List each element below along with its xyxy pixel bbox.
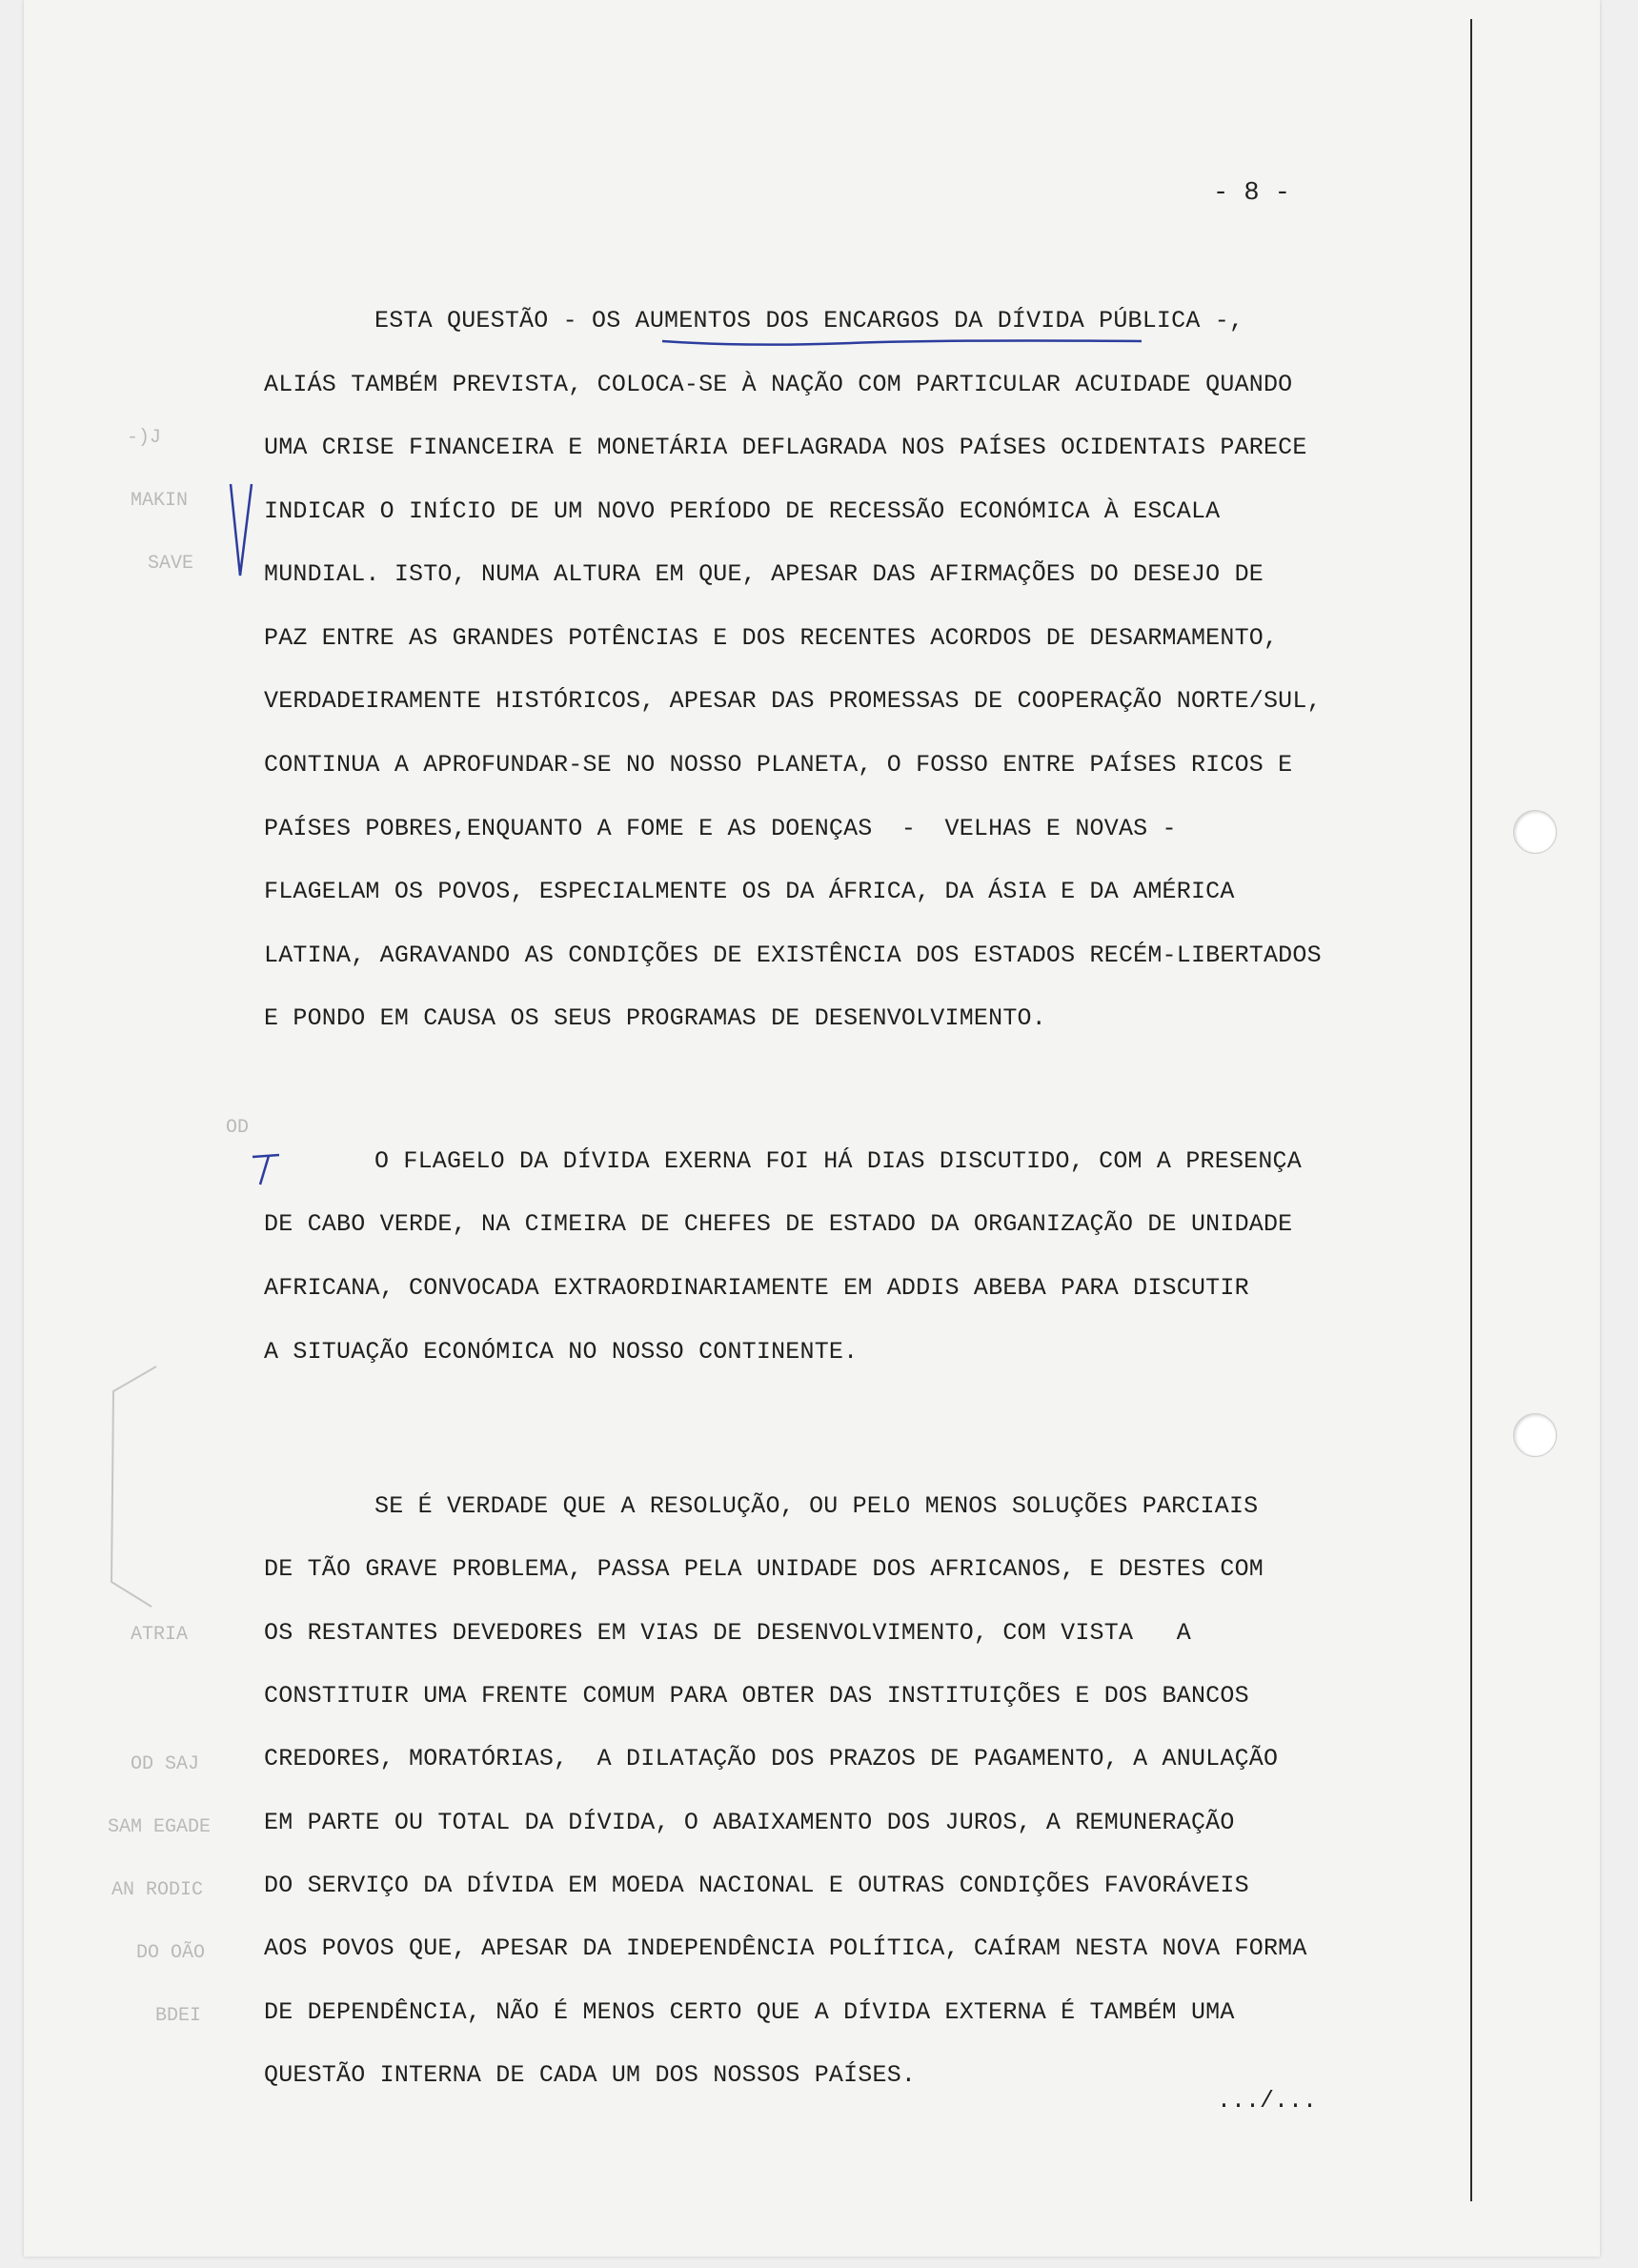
page-number: - 8 - — [1213, 179, 1291, 208]
text-line: UMA CRISE FINANCEIRA E MONETÁRIA DEFLAGRADA NOS PAÍSES OCIDENTAIS PARECE — [264, 434, 1307, 461]
handwritten-paragraph-mark-icon — [250, 1151, 282, 1187]
text-line: DE DEPENDÊNCIA, NÃO É MENOS CERTO QUE A DÍVIDA EXTERNA É TAMBÉM UMA — [264, 1998, 1235, 2026]
text-line: ALIÁS TAMBÉM PREVISTA, COLOCA-SE À NAÇÃO COM PARTICULAR ACUIDADE QUANDO — [264, 371, 1293, 398]
margin-fragment: DO OÃO — [136, 1942, 206, 1964]
text-line: AFRICANA, CONVOCADA EXTRAORDINARIAMENTE EM ADDIS ABEBA PARA DISCUTIR — [264, 1274, 1249, 1302]
text-line: EM PARTE OU TOTAL DA DÍVIDA, O ABAIXAMENTO DOS JUROS, A REMUNERAÇÃO — [264, 1809, 1235, 1836]
margin-fragment: SAM EGADE — [108, 1816, 212, 1838]
text-line: SE É VERDADE QUE A RESOLUÇÃO, OU PELO MENOS SOLUÇÕES PARCIAIS — [374, 1492, 1259, 1520]
text-line: MUNDIAL. ISTO, NUMA ALTURA EM QUE, APESAR DAS AFIRMAÇÕES DO DESEJO DE — [264, 560, 1264, 588]
margin-fragment: -)J — [127, 427, 162, 449]
text-line: AOS POVOS QUE, APESAR DA INDEPENDÊNCIA POLÍTICA, CAÍRAM NESTA NOVA FORMA — [264, 1934, 1307, 1962]
text-line: CONSTITUIR UMA FRENTE COMUM PARA OBTER DAS INSTITUIÇÕES E DOS BANCOS — [264, 1682, 1249, 1710]
text-line: O FLAGELO DA DÍVIDA EXERNA FOI HÁ DIAS DISCUTIDO, COM A PRESENÇA — [374, 1147, 1302, 1175]
margin-fragment: AN RODIC — [111, 1879, 204, 1901]
text-line: A SITUAÇÃO ECONÓMICA NO NOSSO CONTINENTE. — [264, 1338, 859, 1366]
margin-fragment: SAVE — [148, 553, 194, 575]
text-line: ESTA QUESTÃO - OS AUMENTOS DOS ENCARGOS DA DÍVIDA PÚBLICA -, — [374, 307, 1244, 334]
document-page — [24, 0, 1600, 2257]
text-line: DE CABO VERDE, NA CIMEIRA DE CHEFES DE ESTADO DA ORGANIZAÇÃO DE UNIDADE — [264, 1210, 1293, 1238]
text-line: DO SERVIÇO DA DÍVIDA EM MOEDA NACIONAL E OUTRAS CONDIÇÕES FAVORÁVEIS — [264, 1872, 1249, 1899]
margin-fragment: OD SAJ — [131, 1753, 200, 1775]
margin-fragment: ATRIA — [131, 1624, 189, 1646]
text-line: FLAGELAM OS POVOS, ESPECIALMENTE OS DA ÁFRICA, DA ÁSIA E DA AMÉRICA — [264, 878, 1235, 905]
text-line: CONTINUA A APROFUNDAR-SE NO NOSSO PLANETA, O FOSSO ENTRE PAÍSES RICOS E — [264, 751, 1293, 779]
text-line: INDICAR O INÍCIO DE UM NOVO PERÍODO DE RECESSÃO ECONÓMICA À ESCALA — [264, 497, 1221, 525]
right-margin-rule — [1470, 19, 1472, 2201]
text-line: CREDORES, MORATÓRIAS, A DILATAÇÃO DOS PRAZOS DE PAGAMENTO, A ANULAÇÃO — [264, 1745, 1279, 1772]
text-line: PAZ ENTRE AS GRANDES POTÊNCIAS E DOS RECENTES ACORDOS DE DESARMAMENTO, — [264, 624, 1279, 652]
text-line: LATINA, AGRAVANDO AS CONDIÇÕES DE EXISTÊNCIA DOS ESTADOS RECÉM-LIBERTADOS — [264, 942, 1322, 969]
text-line: E PONDO EM CAUSA OS SEUS PROGRAMAS DE DESENVOLVIMENTO. — [264, 1004, 1046, 1032]
handwritten-underline — [660, 335, 1146, 349]
margin-fragment: MAKIN — [131, 490, 189, 512]
text-line: OS RESTANTES DEVEDORES EM VIAS DE DESENVOLVIMENTO, COM VISTA A — [264, 1619, 1191, 1647]
punch-hole — [1513, 1413, 1557, 1457]
text-line: PAÍSES POBRES,ENQUANTO A FOME E AS DOENÇAS - VELHAS E NOVAS - — [264, 815, 1177, 842]
text-line: QUESTÃO INTERNA DE CADA UM DOS NOSSOS PAÍSES. — [264, 2061, 917, 2089]
faint-pencil-bracket — [104, 1363, 161, 1610]
text-line: DE TÃO GRAVE PROBLEMA, PASSA PELA UNIDADE DOS AFRICANOS, E DESTES COM — [264, 1555, 1264, 1583]
handwritten-margin-mark-icon — [227, 480, 255, 583]
continuation-mark: .../... — [1217, 2087, 1318, 2115]
text-line: VERDADEIRAMENTE HISTÓRICOS, APESAR DAS PROMESSAS DE COOPERAÇÃO NORTE/SUL, — [264, 687, 1322, 715]
punch-hole — [1513, 810, 1557, 854]
margin-fragment: OD — [226, 1117, 250, 1139]
margin-fragment: BDEI — [155, 2005, 202, 2027]
